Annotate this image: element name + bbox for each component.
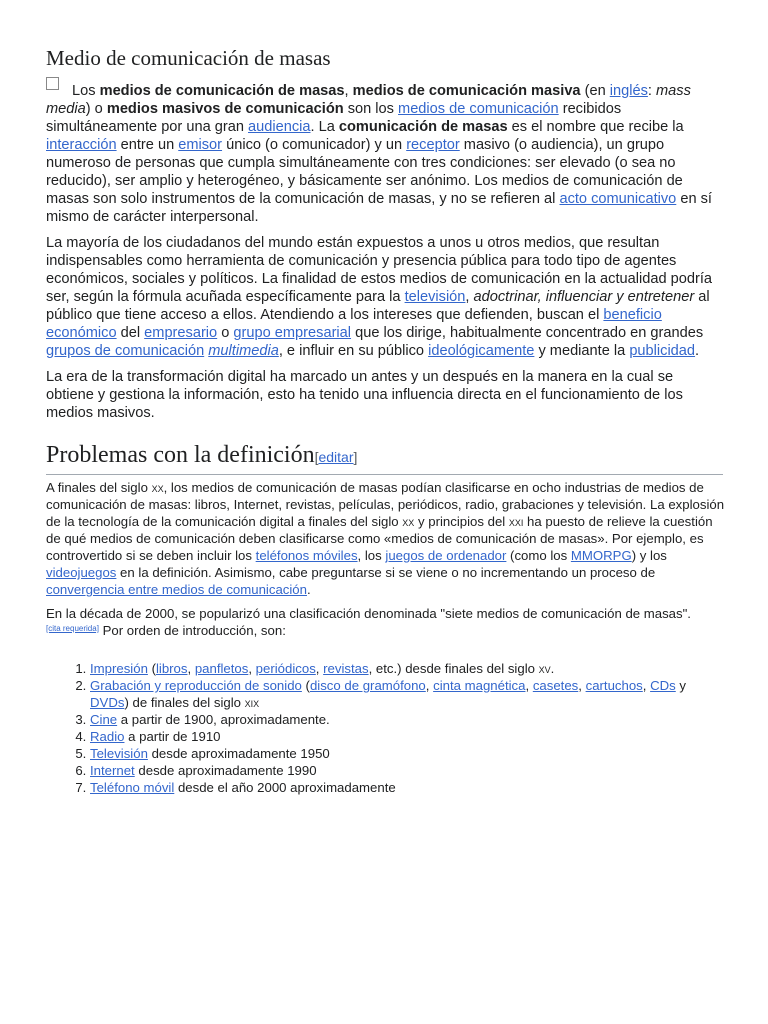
link-radio[interactable]: Radio [90, 729, 125, 744]
list-item [90, 745, 726, 762]
link-telefono-movil[interactable]: Teléfono móvil [90, 780, 175, 795]
text: al público que tiene acceso a ellos. Atendiendo a los intereses que defienden, buscan el [46, 289, 710, 323]
list-item [90, 779, 726, 796]
section-paragraph-1 [46, 479, 726, 598]
link-cine[interactable]: Cine [90, 712, 118, 727]
text: Por orden de introducción, son: [98, 623, 286, 638]
text: , e influir en su público [278, 343, 429, 359]
text: recibidos simultáneamente por una gran [46, 101, 622, 135]
link-television[interactable]: televisión [404, 289, 466, 305]
text: desde el año 2000 aproximadamente [174, 780, 396, 795]
text: : [647, 83, 656, 99]
text: son los [343, 101, 399, 117]
link-libros[interactable]: libros [155, 661, 188, 676]
text: (como los [506, 548, 571, 563]
link-acto-comunicativo[interactable]: acto comunicativo [559, 191, 677, 207]
text: ) o [85, 101, 107, 117]
text: que los dirige, habitualmente concentrado en grandes [351, 325, 704, 341]
text: , [425, 678, 434, 693]
italic-term: mass media [46, 83, 691, 117]
link-beneficio-economico[interactable]: beneficio económico [46, 307, 662, 341]
link-publicidad[interactable]: publicidad [629, 343, 696, 359]
text: a partir de 1900, aproximadamente. [117, 712, 330, 727]
text: , [578, 678, 586, 693]
text: En la década de 2000, se popularizó una clasificación denominada "siete medios de comunicación de masas". [46, 606, 691, 621]
text: Los [72, 83, 100, 99]
text: ( [301, 678, 310, 693]
text: , [465, 289, 474, 305]
link-convergencia[interactable]: convergencia entre medios de comunicación [46, 582, 307, 597]
text: , [315, 661, 324, 676]
text: A finales del siglo [46, 480, 152, 495]
italic-phrase: adoctrinar, influenciar y entretener [473, 289, 695, 305]
text: , [525, 678, 533, 693]
text: , los medios de comunicación de masas podían clasificarse en ocho industrias de medios de comunicación de masas: libros, Internet, revistas, películas, periódicos, radio, grabaciones y televisión. La explosión de la tecnología de la comunicación digital a finales del siglo [46, 480, 725, 529]
century: xv [538, 661, 551, 676]
page-title: Medio de comunicación de masas [46, 46, 331, 70]
text: a partir de 1910 [124, 729, 221, 744]
text: . [550, 661, 555, 676]
section-body [46, 479, 726, 796]
link-mmorpg[interactable]: MMORPG [570, 548, 632, 563]
century: xx [151, 480, 164, 495]
bracket: [ [314, 449, 319, 465]
link-medios-de-comunicacion[interactable]: medios de comunicación [398, 101, 559, 117]
lead-paragraph-3: La era de la transformación digital ha marcado un antes y un después en la manera en la cual se obtiene y gestiona la información, esto ha tenido una influencia directa en el funcionamiento de los medios masivos. [46, 369, 683, 421]
list-item [90, 660, 726, 677]
century: xxi [508, 514, 524, 529]
link-panfletos[interactable]: panfletos [194, 661, 249, 676]
text: ) de finales del siglo [124, 695, 245, 710]
text: . [695, 343, 700, 359]
text: en sí mismo de carácter interpersonal. [46, 191, 712, 225]
link-ingles[interactable]: inglés [609, 83, 648, 99]
text: , [642, 678, 651, 693]
text: y mediante la [534, 343, 630, 359]
bold-term: medios de comunicación de masas [99, 83, 345, 99]
century: xix [244, 695, 260, 710]
list-item [90, 711, 726, 728]
link-internet[interactable]: Internet [90, 763, 135, 778]
link-telefonos-moviles[interactable]: teléfonos móviles [255, 548, 358, 563]
text: y principios del [414, 514, 509, 529]
section-paragraph-2 [46, 605, 726, 639]
bold-term: medios de comunicación masiva [352, 83, 581, 99]
link-audiencia[interactable]: audiencia [248, 119, 311, 135]
text: entre un [116, 137, 179, 153]
text: , [344, 83, 353, 99]
lead-paragraph-2 [46, 234, 722, 360]
link-cinta-magnetica[interactable]: cinta magnética [433, 678, 526, 693]
link-dvds[interactable]: DVDs [90, 695, 125, 710]
bold-term: medios masivos de comunicación [106, 101, 344, 117]
text: masivo (o audiencia), un grupo numeroso de personas que cumpla simultáneamente con tres condiciones: ser elevado (o sea no reducido), ser amplio y heterogéneo, y básicamente ser anónimo. Los medios de comunicación de masas son solo instrumentos de la comunicación de masas, y no se refieren al [46, 137, 683, 207]
link-interaccion[interactable]: interacción [46, 137, 117, 153]
citation-needed-link[interactable]: [cita requerida] [46, 624, 99, 633]
link-revistas[interactable]: revistas [323, 661, 369, 676]
link-cartuchos[interactable]: cartuchos [585, 678, 643, 693]
list-item [90, 677, 726, 711]
link-casetes[interactable]: casetes [532, 678, 579, 693]
link-videojuegos[interactable]: videojuegos [46, 565, 117, 580]
text: y [675, 678, 687, 693]
text: (en [580, 83, 610, 99]
text: es el nombre que recibe la [507, 119, 684, 135]
link-juegos-de-ordenador[interactable]: juegos de ordenador [385, 548, 507, 563]
link-empresario[interactable]: empresario [144, 325, 218, 341]
text: en la definición. Asimismo, cabe preguntarse si se viene o no incrementando un proceso de [116, 565, 656, 580]
text: ha puesto de relieve la cuestión de qué medios de comunicación deben clasificarse como «medios de comunicación de masas». Por ejemplo, es controvertido si se deben incluir los [46, 514, 713, 563]
text: o [217, 325, 234, 341]
text: desde aproximadamente 1990 [134, 763, 317, 778]
link-ideologicamente[interactable]: ideológicamente [428, 343, 535, 359]
link-impresion[interactable]: Impresión [90, 661, 148, 676]
text: , los [357, 548, 386, 563]
text: . [306, 582, 311, 597]
lead-paragraph-1 [46, 82, 722, 226]
text: , [248, 661, 256, 676]
text: La mayoría de los ciudadanos del mundo están expuestos a unos u otros medios, que resultan indispensables como herramienta de comunicación y presencia pública para todo tipo de agentes económicos, sociales y políticos. La finalidad de estos medios de comunicación en la actualidad podría ser, según la fórmula acuñada específicamente para la [46, 235, 713, 305]
text: desde aproximadamente 1950 [147, 746, 330, 761]
link-disco-gramofono[interactable]: disco de gramófono [309, 678, 426, 693]
text: , [187, 661, 195, 676]
edit-section [315, 449, 358, 465]
list-item [90, 762, 726, 779]
link-grupos-de-comunicacion[interactable]: grupos de comunicación [46, 343, 205, 359]
link-periodicos[interactable]: periódicos [255, 661, 316, 676]
bracket: ] [353, 449, 358, 465]
media-list [46, 660, 726, 796]
link-multimedia[interactable]: multimedia [208, 343, 279, 359]
text: . La [310, 119, 339, 135]
link-receptor[interactable]: receptor [406, 137, 460, 153]
section-heading [46, 440, 723, 475]
bold-term: comunicación de masas [338, 119, 508, 135]
text: del [116, 325, 145, 341]
text: único (o comunicador) y un [222, 137, 407, 153]
link-grupo-empresarial[interactable]: grupo empresarial [233, 325, 352, 341]
list-item [90, 728, 726, 745]
section-heading-text: Problemas con la definición [46, 442, 315, 468]
link-emisor[interactable]: emisor [178, 137, 223, 153]
text: , etc.) desde finales del siglo [368, 661, 539, 676]
link-cds[interactable]: CDs [650, 678, 676, 693]
link-television-item[interactable]: Televisión [90, 746, 148, 761]
link-grabacion-sonido[interactable]: Grabación y reproducción de sonido [90, 678, 302, 693]
article-lead [46, 82, 722, 430]
text: ( [147, 661, 156, 676]
century: xx [402, 514, 415, 529]
edit-link[interactable]: editar [318, 449, 354, 465]
text: ) y los [631, 548, 667, 563]
